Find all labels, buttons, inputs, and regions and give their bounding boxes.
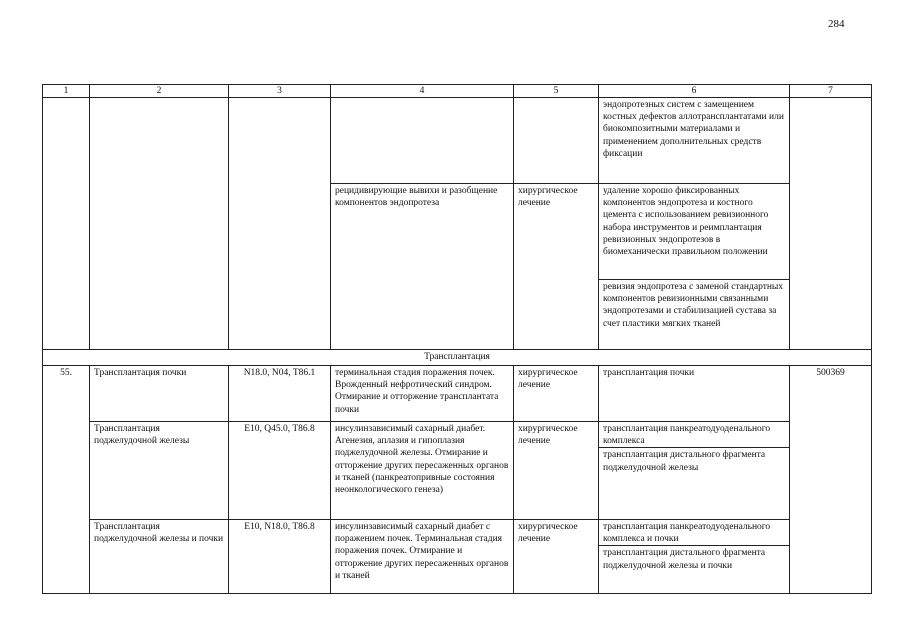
table-row [43,422,872,520]
model-cell: инсулинзависимый сахарный диабет. Агенезия, аплазия и гипоплазия поджелудочной железы. Отмирание и отторжение других пересаженных органов и тканей (панкреатопривные состояния неонкологического генеза) [331,422,514,520]
section-row [43,350,872,366]
column-header-7: 7 [790,85,872,98]
table-row [43,520,872,594]
method-item: трансплантация панкреатодуоденального комплекса и почки [603,522,771,545]
method-cell: удаление хорошо фиксированных компонентов эндопротеза и костного цемента с использованием ревизионного набора инструментов и реимплантация ревизионных эндопротезов в биомеханически правильном положении [599,184,790,280]
method-item: трансплантация дистального фрагмента поджелудочной железы и почки [599,545,789,571]
method-item: трансплантация дистального фрагмента поджелудочной железы [599,447,789,473]
method-cell: эндопротезных систем с замещением костных дефектов аллотрансплантатами или биокомпозитными материалами и применением дополнительных средств фиксации [599,98,790,184]
table-cell [90,98,229,350]
method-list [603,423,785,474]
method-item: трансплантация панкреатодуоденального комплекса [603,424,771,447]
method-cell: ревизия эндопротеза с заменой стандартных компонентов ревизионными связанными эндопротезами и стабилизацией сустава за счет пластики мягких тканей [599,280,790,350]
table-row [43,98,872,184]
entry-number: 55. [43,366,90,594]
model-cell: терминальная стадия поражения почек. Врожденный нефротический синдром. Отмирание и отторжение трансплантата почки [331,366,514,422]
treatment-cell: хирургическое лечение [514,520,599,594]
method-list [603,521,785,572]
service-name-cell: Трансплантация поджелудочной железы [90,422,229,520]
service-name-cell: Трансплантация почки [90,366,229,422]
codes-cell: E10, N18.0, T86.8 [229,520,331,594]
column-header-1: 1 [43,85,90,98]
column-header-2: 2 [90,85,229,98]
section-title: Трансплантация [43,350,872,366]
model-cell: рецидивирующие вывихи и разобщение компонентов эндопротеза [331,184,514,350]
codes-cell: N18.0, N04, T86.1 [229,366,331,422]
method-cell: трансплантация почки [599,366,790,422]
service-name-cell: Трансплантация поджелудочной железы и почки [90,520,229,594]
column-header-5: 5 [514,85,599,98]
model-cell: инсулинзависимый сахарный диабет с поражением почек. Терминальная стадия поражения почек. Отмирание и отторжение других пересаженных органов и тканей [331,520,514,594]
method-cell [599,422,790,520]
table-cell [514,98,599,184]
column-header-3: 3 [229,85,331,98]
table-row [43,366,872,422]
codes-cell: E10, Q45.0, T86.8 [229,422,331,520]
column-header-4: 4 [331,85,514,98]
treatment-cell: хирургическое лечение [514,184,599,350]
table-cell [331,98,514,184]
services-table [42,84,872,594]
price-cell: 500369 [790,366,872,594]
table-cell [229,98,331,350]
treatment-cell: хирургическое лечение [514,422,599,520]
treatment-cell: хирургическое лечение [514,366,599,422]
header-row [43,85,872,98]
column-header-6: 6 [599,85,790,98]
method-cell [599,520,790,594]
table-cell [43,98,90,350]
table-cell [790,98,872,350]
page-number: 284 [828,18,845,30]
